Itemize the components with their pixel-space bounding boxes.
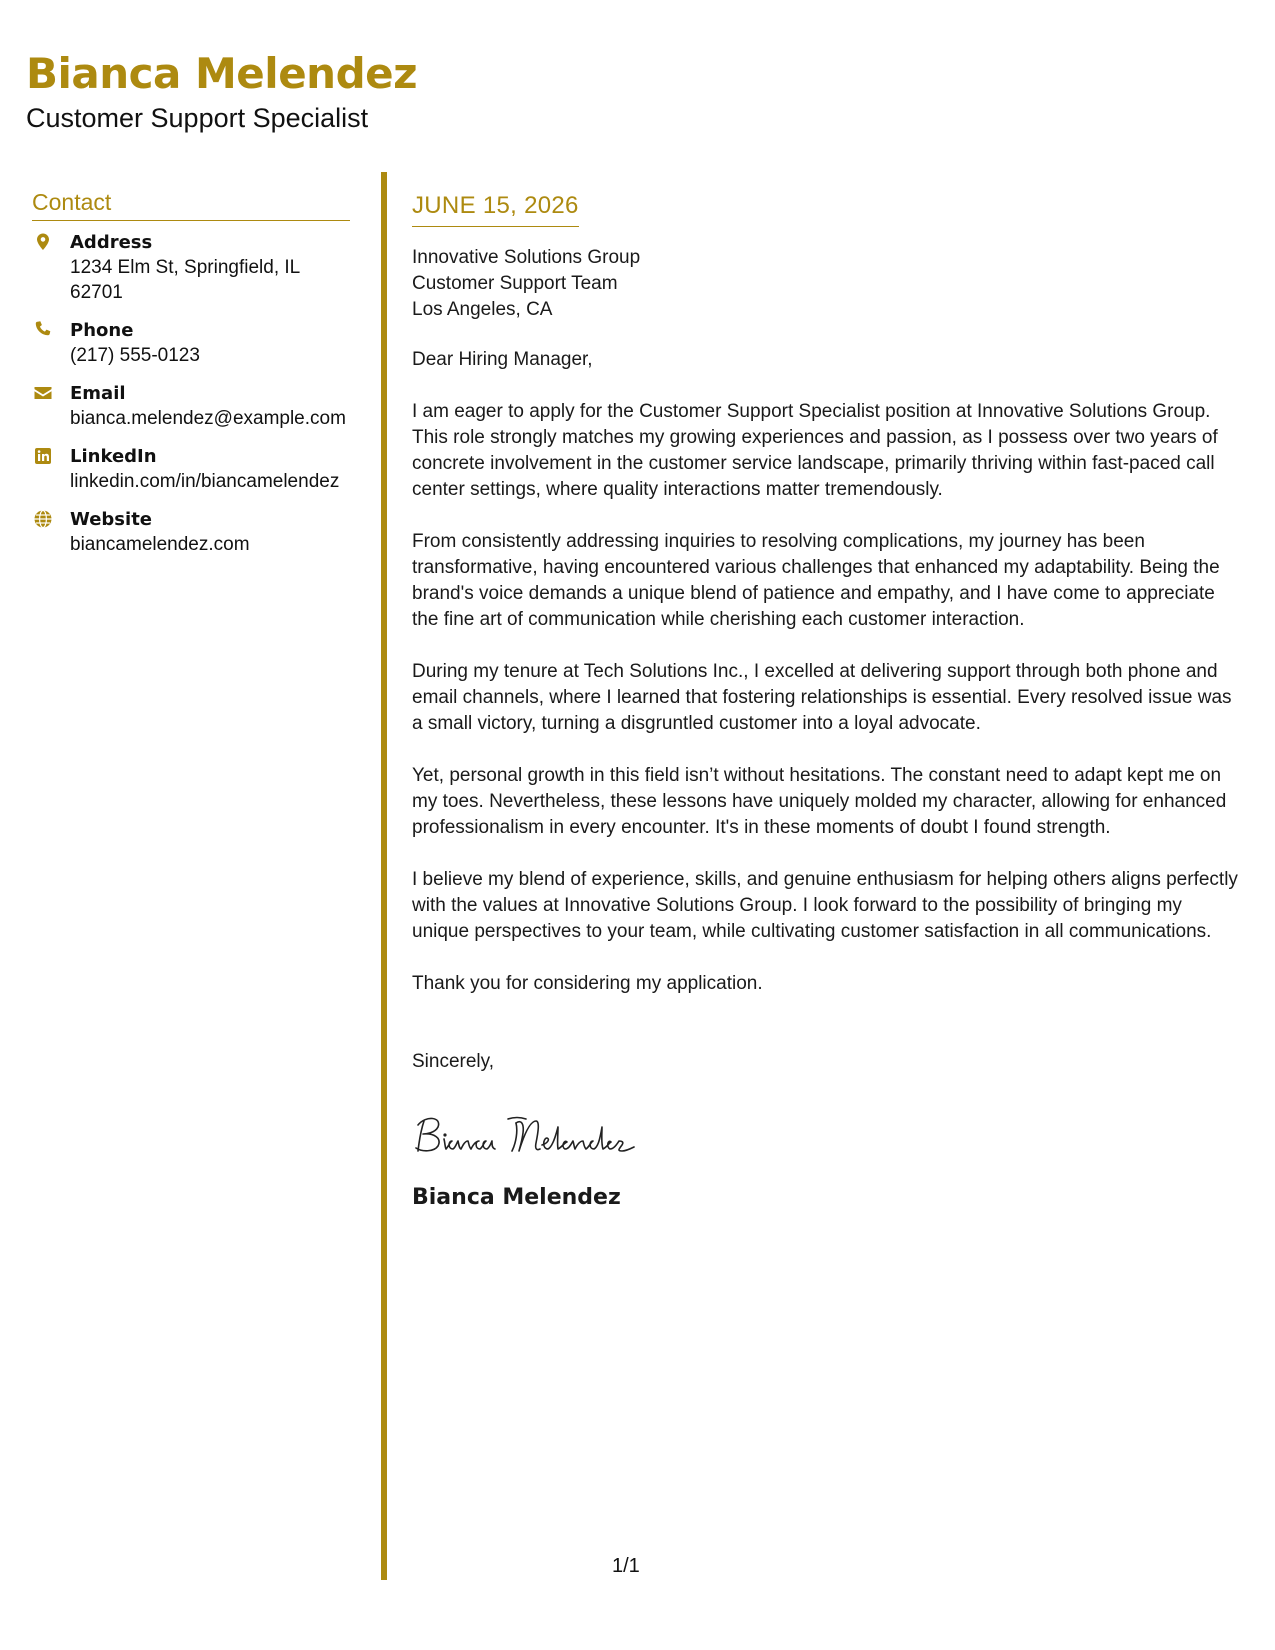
salutation: Dear Hiring Manager,: [412, 349, 593, 370]
contact-label: Phone: [70, 320, 134, 341]
contact-item-phone: [32, 319, 350, 368]
letter-body: [412, 190, 1242, 1212]
envelope-icon: [33, 383, 53, 403]
contact-item-email: [32, 382, 350, 431]
contact-value: bianca.melendez@example.com: [70, 408, 346, 429]
page-number: 1/1: [612, 1555, 640, 1577]
letter-date: JUNE 15, 2026: [412, 190, 579, 227]
contact-list: [32, 231, 350, 557]
linkedin-icon: [33, 446, 53, 466]
letter-header: [26, 46, 417, 134]
contact-label: Email: [70, 383, 126, 404]
contact-label: LinkedIn: [70, 446, 157, 467]
contact-value: 1234 Elm St, Springfield, IL 62701: [70, 257, 300, 303]
recipient-line: Los Angeles, CA: [412, 299, 553, 320]
body-paragraph: During my tenure at Tech Solutions Inc., I excelled at delivering support through both phone and email channels, where I learned that fostering relationships is essential. Every resolved issue was a small victory, turning a disgruntled customer into a loyal advocate.: [412, 661, 1232, 734]
body-paragraph: Thank you for considering my application.: [412, 973, 763, 994]
recipient-line: Customer Support Team: [412, 273, 618, 294]
applicant-title: Customer Support Specialist: [26, 103, 369, 133]
contact-label: Website: [70, 509, 153, 530]
contact-label: Address: [70, 232, 153, 253]
contact-item-linkedin: [32, 445, 350, 494]
contact-value: (217) 555-0123: [70, 345, 200, 366]
body-paragraph: I believe my blend of experience, skills, and genuine enthusiasm for helping others aligns perfectly with the values at Innovative Solutions Group. I look forward to the possibility of bringing my unique perspectives to your team, while cultivating customer satisfaction in all communications.: [412, 869, 1238, 942]
recipient-block: [412, 245, 1242, 323]
map-pin-icon: [33, 232, 53, 252]
globe-icon: [33, 509, 53, 529]
contact-heading: Contact: [32, 188, 350, 221]
contact-item-address: [32, 231, 350, 305]
signer-name: Bianca Melendez: [412, 1185, 621, 1210]
body-paragraph: From consistently addressing inquiries to resolving complications, my journey has been transformative, having encountered various challenges that enhanced my adaptability. Being the brand's voice demands a unique blend of patience and empathy, and I have come to appreciate the fine art of communication while cherishing each customer interaction.: [412, 531, 1220, 630]
contact-value: linkedin.com/in/biancamelendez: [70, 471, 340, 492]
recipient-line: Innovative Solutions Group: [412, 247, 641, 268]
closing: Sincerely,: [412, 1051, 495, 1072]
handwritten-signature: [412, 1109, 662, 1157]
phone-icon: [33, 320, 53, 340]
contact-sidebar: [32, 188, 350, 571]
applicant-name: Bianca Melendez: [26, 49, 418, 98]
body-paragraph: I am eager to apply for the Customer Support Specialist position at Innovative Solutions Group. This role strongly matches my growing experiences and passion, as I possess over two years of concrete involvement in the customer service landscape, primarily thriving within fast-paced call center settings, where quality interactions matter tremendously.: [412, 401, 1218, 500]
contact-item-website: [32, 508, 350, 557]
column-divider: [381, 172, 387, 1580]
body-paragraph: Yet, personal growth in this field isn’t without hesitations. The constant need to adapt kept me on my toes. Nevertheless, these lessons have uniquely molded my character, allowing for enhanced professionalism in every encounter. It's in these moments of doubt I found strength.: [412, 765, 1227, 838]
contact-value: biancamelendez.com: [70, 534, 250, 555]
